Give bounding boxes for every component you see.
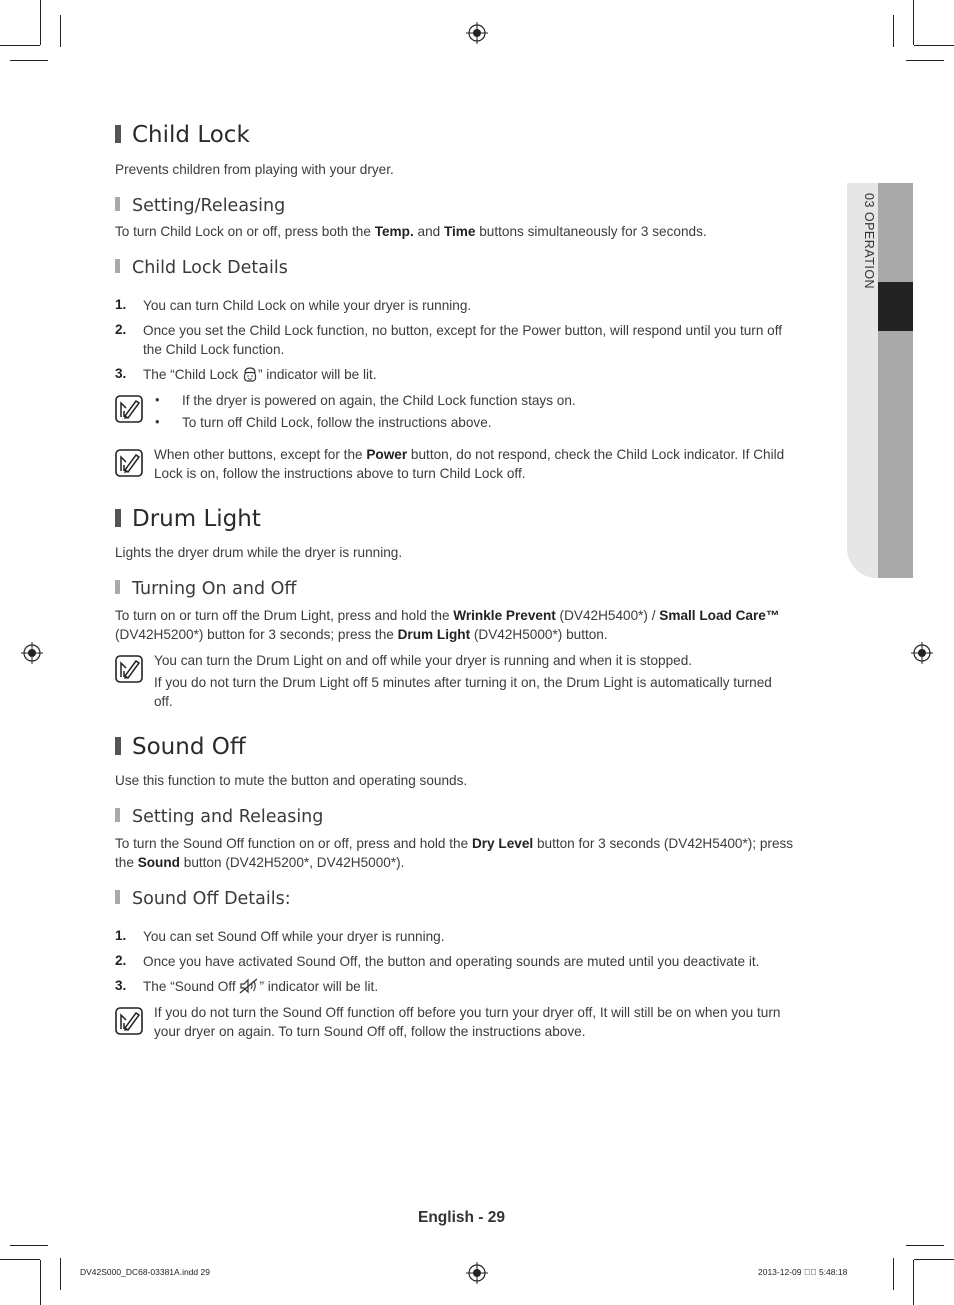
drum-light-intro: Lights the dryer drum while the dryer is running. bbox=[115, 545, 403, 560]
list-item: Once you have activated Sound Off, the button and operating sounds are muted until you deactivate it. bbox=[143, 954, 760, 969]
crop-mark bbox=[906, 1245, 944, 1246]
note-icon bbox=[115, 449, 143, 477]
list-item: The “Child Lock ” indicator will be lit. bbox=[143, 367, 377, 382]
bullet-item: To turn off Child Lock, follow the instructions above. bbox=[182, 415, 492, 430]
turning-on-off-text: To turn on or turn off the Drum Light, press and hold the Wrinkle Prevent (DV42H5400*) / Small Load Care™ bbox=[115, 608, 780, 623]
crop-mark bbox=[893, 15, 894, 47]
bullet-item: If the dryer is powered on again, the Child Lock function stays on. bbox=[182, 393, 576, 408]
registration-mark-icon bbox=[466, 1262, 488, 1284]
side-tab-marker bbox=[878, 282, 913, 331]
crop-mark bbox=[0, 45, 40, 46]
crop-mark bbox=[914, 1259, 954, 1260]
page-number: English - 29 bbox=[418, 1209, 505, 1226]
list-item: You can turn Child Lock on while your dryer is running. bbox=[143, 298, 472, 313]
date-slug: 2013-12-09 ￿￿ 5:48:18 bbox=[758, 1267, 848, 1277]
sound-setting-text: To turn the Sound Off function on or off, press and hold the Dry Level button for 3 seconds (DV42H5400*); press bbox=[115, 836, 794, 851]
note-icon bbox=[115, 395, 143, 423]
section-title-sound-off: Sound Off bbox=[115, 734, 246, 760]
drum-light-note: You can turn the Drum Light on and off while your dryer is running and when it is stopped. bbox=[154, 653, 693, 668]
crop-mark bbox=[60, 15, 61, 47]
section-title-child-lock: Child Lock bbox=[115, 122, 250, 148]
list-item: Once you set the Child Lock function, no button, except for the Power button, will respond until you turn off bbox=[143, 323, 783, 338]
list-number: 3. bbox=[115, 978, 127, 993]
list-number: 1. bbox=[115, 297, 127, 312]
bullet-dot: • bbox=[155, 414, 160, 429]
child-lock-note: When other buttons, except for the Power button, do not respond, check the Child Lock indicator. If Child bbox=[154, 447, 785, 462]
crop-mark bbox=[10, 1245, 48, 1246]
sound-off-note: your dryer on again. To turn Sound Off off, follow the instructions above. bbox=[154, 1024, 586, 1039]
heading-setting-releasing: Setting/Releasing bbox=[115, 196, 285, 216]
sound-setting-text: the Sound button (DV42H5200*, DV42H5000*). bbox=[115, 855, 405, 870]
drum-light-note: off. bbox=[154, 694, 173, 709]
crop-mark bbox=[60, 1258, 61, 1290]
crop-mark bbox=[914, 45, 954, 46]
heading-setting-and-releasing: Setting and Releasing bbox=[115, 807, 323, 827]
registration-mark-icon bbox=[21, 642, 43, 664]
setting-releasing-text: To turn Child Lock on or off, press both the Temp. and Time buttons simultaneously for 3 seconds. bbox=[115, 224, 707, 239]
heading-sound-off-details: Sound Off Details: bbox=[115, 889, 291, 909]
list-item: The “Sound Off ” indicator will be lit. bbox=[143, 979, 379, 994]
side-tab-strip bbox=[878, 183, 913, 578]
crop-mark bbox=[0, 1259, 40, 1260]
section-title-drum-light: Drum Light bbox=[115, 506, 261, 532]
turning-on-off-text: (DV42H5200*) button for 3 seconds; press the Drum Light (DV42H5000*) button. bbox=[115, 627, 608, 642]
heading-child-lock-details: Child Lock Details bbox=[115, 258, 288, 278]
registration-mark-icon bbox=[911, 642, 933, 664]
note-icon bbox=[115, 1007, 143, 1035]
file-slug: DV42S000_DC68-03381A.indd 29 bbox=[80, 1267, 210, 1277]
sound-off-icon bbox=[239, 978, 259, 994]
crop-mark bbox=[913, 1260, 914, 1305]
list-item: the Child Lock function. bbox=[143, 342, 285, 357]
crop-mark bbox=[40, 1260, 41, 1305]
sound-off-intro: Use this function to mute the button and operating sounds. bbox=[115, 773, 468, 788]
crop-mark bbox=[913, 0, 914, 45]
crop-mark bbox=[40, 0, 41, 45]
list-number: 2. bbox=[115, 953, 127, 968]
list-number: 1. bbox=[115, 928, 127, 943]
crop-mark bbox=[893, 1258, 894, 1290]
registration-mark-icon bbox=[466, 22, 488, 44]
heading-turning-on-off: Turning On and Off bbox=[115, 579, 296, 599]
child-lock-icon bbox=[242, 366, 258, 382]
child-lock-intro: Prevents children from playing with your dryer. bbox=[115, 162, 394, 177]
list-item: You can set Sound Off while your dryer is running. bbox=[143, 929, 445, 944]
sound-off-note: If you do not turn the Sound Off function off before you turn your dryer off, It will still be on when you turn bbox=[154, 1005, 781, 1020]
crop-mark bbox=[906, 60, 944, 61]
bullet-dot: • bbox=[155, 392, 160, 407]
side-tab-label: 03 OPERATION bbox=[862, 193, 876, 290]
note-icon bbox=[115, 655, 143, 683]
crop-mark bbox=[10, 60, 48, 61]
list-number: 2. bbox=[115, 322, 127, 337]
list-number: 3. bbox=[115, 366, 127, 381]
child-lock-note: Lock is on, follow the instructions above to turn Child Lock off. bbox=[154, 466, 526, 481]
drum-light-note: If you do not turn the Drum Light off 5 minutes after turning it on, the Drum Light is automatically turned bbox=[154, 675, 772, 690]
